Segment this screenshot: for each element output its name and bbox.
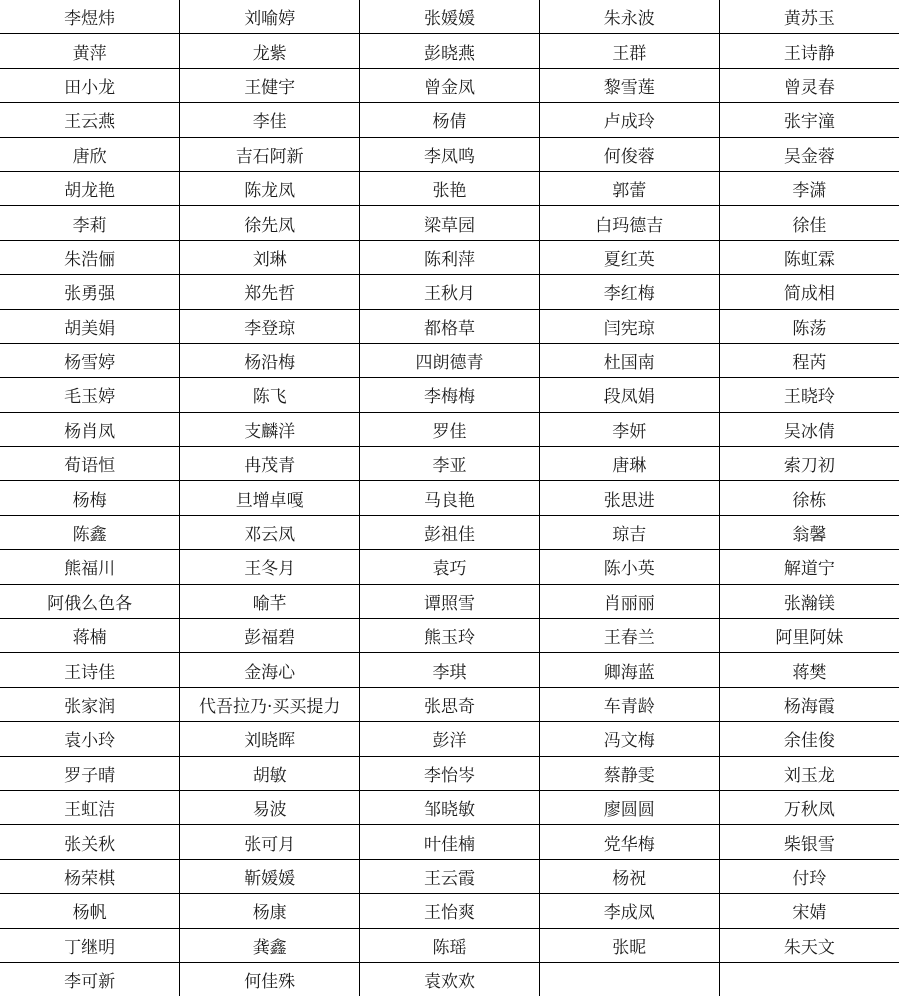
name-cell: 王秋月 [360, 275, 540, 309]
name-cell: 龚鑫 [180, 928, 360, 962]
name-cell: 刘琳 [180, 240, 360, 274]
name-cell: 黄萍 [0, 34, 180, 68]
name-cell: 靳媛媛 [180, 859, 360, 893]
name-cell: 李琪 [360, 653, 540, 687]
name-cell: 朱永波 [539, 0, 719, 34]
table-row [0, 275, 899, 309]
name-cell: 解道宁 [719, 550, 899, 584]
name-cell: 彭祖佳 [360, 515, 540, 549]
name-cell: 彭晓燕 [360, 34, 540, 68]
name-cell: 张宇潼 [719, 103, 899, 137]
name-cell: 李凤鸣 [360, 137, 540, 171]
name-cell: 琼吉 [539, 515, 719, 549]
name-cell: 王怡爽 [360, 894, 540, 928]
name-cell: 李潇 [719, 171, 899, 205]
table-row [0, 103, 899, 137]
table-row [0, 515, 899, 549]
name-cell: 王春兰 [539, 619, 719, 653]
name-cell: 彭福碧 [180, 619, 360, 653]
name-cell: 都格草 [360, 309, 540, 343]
name-cell: 杨梅 [0, 481, 180, 515]
name-cell: 曾灵春 [719, 68, 899, 102]
name-cell: 卿海蓝 [539, 653, 719, 687]
name-cell: 杜国南 [539, 343, 719, 377]
name-cell: 蒋樊 [719, 653, 899, 687]
name-cell: 袁巧 [360, 550, 540, 584]
name-cell: 冉茂青 [180, 447, 360, 481]
name-cell: 支麟洋 [180, 412, 360, 446]
name-cell: 郑先哲 [180, 275, 360, 309]
name-cell: 王云霞 [360, 859, 540, 893]
name-cell: 杨沿梅 [180, 343, 360, 377]
name-cell: 胡龙艳 [0, 171, 180, 205]
name-cell: 闫宪琼 [539, 309, 719, 343]
name-cell: 肖丽丽 [539, 584, 719, 618]
name-cell: 张可月 [180, 825, 360, 859]
table-row [0, 481, 899, 515]
name-cell: 杨帆 [0, 894, 180, 928]
name-cell: 徐先凤 [180, 206, 360, 240]
name-cell: 荀语恒 [0, 447, 180, 481]
name-cell: 何俊蓉 [539, 137, 719, 171]
name-cell: 杨荣棋 [0, 859, 180, 893]
name-cell: 邹晓敏 [360, 790, 540, 824]
name-cell: 唐欣 [0, 137, 180, 171]
table-row [0, 550, 899, 584]
name-cell: 陈瑶 [360, 928, 540, 962]
name-cell: 王云燕 [0, 103, 180, 137]
name-cell: 万秋凤 [719, 790, 899, 824]
name-cell: 冯文梅 [539, 722, 719, 756]
table-row [0, 790, 899, 824]
name-cell: 陈虹霖 [719, 240, 899, 274]
name-cell: 黄苏玉 [719, 0, 899, 34]
name-cell: 吴冰倩 [719, 412, 899, 446]
table-row [0, 137, 899, 171]
table-row [0, 171, 899, 205]
table-row [0, 240, 899, 274]
name-cell: 付玲 [719, 859, 899, 893]
name-cell: 徐栋 [719, 481, 899, 515]
name-cell: 易波 [180, 790, 360, 824]
name-cell: 吴金蓉 [719, 137, 899, 171]
name-cell: 吉石阿新 [180, 137, 360, 171]
name-cell: 卢成玲 [539, 103, 719, 137]
name-cell: 张媛媛 [360, 0, 540, 34]
table-row [0, 378, 899, 412]
name-cell: 李可新 [0, 962, 180, 996]
table-row [0, 687, 899, 721]
name-cell: 朱浩俪 [0, 240, 180, 274]
table-row [0, 722, 899, 756]
name-cell: 李登琼 [180, 309, 360, 343]
name-cell: 熊福川 [0, 550, 180, 584]
name-cell: 王健宇 [180, 68, 360, 102]
table-row [0, 962, 899, 996]
table-row [0, 653, 899, 687]
name-cell: 张思进 [539, 481, 719, 515]
name-cell: 旦增卓嘎 [180, 481, 360, 515]
name-cell: 余佳俊 [719, 722, 899, 756]
name-cell: 夏红英 [539, 240, 719, 274]
name-cell: 胡敏 [180, 756, 360, 790]
name-cell: 简成相 [719, 275, 899, 309]
name-cell: 杨肖凤 [0, 412, 180, 446]
name-cell: 黎雪莲 [539, 68, 719, 102]
table-row [0, 206, 899, 240]
name-cell: 段凤娟 [539, 378, 719, 412]
name-cell: 阿俄么色各 [0, 584, 180, 618]
name-cell: 郭蕾 [539, 171, 719, 205]
name-cell: 陈鑫 [0, 515, 180, 549]
name-cell: 四朗德青 [360, 343, 540, 377]
table-row [0, 859, 899, 893]
table-row [0, 825, 899, 859]
name-cell: 陈龙凤 [180, 171, 360, 205]
name-cell: 杨康 [180, 894, 360, 928]
name-cell: 罗子晴 [0, 756, 180, 790]
name-cell: 白玛德吉 [539, 206, 719, 240]
name-cell: 李梅梅 [360, 378, 540, 412]
name-cell: 袁欢欢 [360, 962, 540, 996]
name-cell: 陈小英 [539, 550, 719, 584]
name-cell: 索刀初 [719, 447, 899, 481]
name-cell: 宋婧 [719, 894, 899, 928]
name-cell: 刘晓晖 [180, 722, 360, 756]
name-cell: 王晓玲 [719, 378, 899, 412]
name-cell: 龙紫 [180, 34, 360, 68]
name-cell: 金海心 [180, 653, 360, 687]
name-cell: 曾金凤 [360, 68, 540, 102]
name-cell: 谭照雪 [360, 584, 540, 618]
name-cell: 陈飞 [180, 378, 360, 412]
name-cell: 杨祝 [539, 859, 719, 893]
name-cell: 王冬月 [180, 550, 360, 584]
name-cell: 胡美娟 [0, 309, 180, 343]
name-cell: 阿里阿妹 [719, 619, 899, 653]
name-cell: 李亚 [360, 447, 540, 481]
table-row [0, 309, 899, 343]
name-cell: 代吾拉乃·买买提力 [180, 687, 360, 721]
name-cell: 罗佳 [360, 412, 540, 446]
table-row [0, 447, 899, 481]
table-row [0, 68, 899, 102]
name-cell: 张勇强 [0, 275, 180, 309]
name-cell: 车青龄 [539, 687, 719, 721]
name-cell: 王虹洁 [0, 790, 180, 824]
name-cell: 朱天文 [719, 928, 899, 962]
table-row [0, 412, 899, 446]
name-cell: 何佳殊 [180, 962, 360, 996]
name-cell: 张昵 [539, 928, 719, 962]
name-cell: 彭洋 [360, 722, 540, 756]
name-cell: 蔡静雯 [539, 756, 719, 790]
name-cell: 刘喻婷 [180, 0, 360, 34]
name-cell: 王群 [539, 34, 719, 68]
table-row [0, 584, 899, 618]
name-cell: 梁草园 [360, 206, 540, 240]
name-cell: 刘玉龙 [719, 756, 899, 790]
name-cell: 党华梅 [539, 825, 719, 859]
name-cell: 陈荡 [719, 309, 899, 343]
name-cell: 张瀚镁 [719, 584, 899, 618]
name-cell: 马良艳 [360, 481, 540, 515]
table-row [0, 0, 899, 34]
name-cell: 杨海霞 [719, 687, 899, 721]
name-cell: 喻芊 [180, 584, 360, 618]
name-cell: 张思奇 [360, 687, 540, 721]
table-row [0, 894, 899, 928]
name-cell: 张家润 [0, 687, 180, 721]
name-cell: 李煜炜 [0, 0, 180, 34]
name-cell: 陈利萍 [360, 240, 540, 274]
name-cell: 李莉 [0, 206, 180, 240]
name-cell: 叶佳楠 [360, 825, 540, 859]
name-cell: 杨倩 [360, 103, 540, 137]
name-cell: 李妍 [539, 412, 719, 446]
name-cell: 王诗静 [719, 34, 899, 68]
name-cell: 唐琳 [539, 447, 719, 481]
table-row [0, 756, 899, 790]
table-row [0, 928, 899, 962]
name-cell: 李佳 [180, 103, 360, 137]
name-cell: 丁继明 [0, 928, 180, 962]
name-cell: 徐佳 [719, 206, 899, 240]
name-cell: 熊玉玲 [360, 619, 540, 653]
name-cell: 廖圆圆 [539, 790, 719, 824]
table-row [0, 34, 899, 68]
name-cell: 李成凤 [539, 894, 719, 928]
name-cell: 杨雪婷 [0, 343, 180, 377]
name-cell: 程芮 [719, 343, 899, 377]
name-cell: 翁馨 [719, 515, 899, 549]
name-cell: 蒋楠 [0, 619, 180, 653]
name-cell: 毛玉婷 [0, 378, 180, 412]
name-cell: 张关秋 [0, 825, 180, 859]
name-cell: 田小龙 [0, 68, 180, 102]
empty-cell [539, 962, 719, 996]
name-cell: 袁小玲 [0, 722, 180, 756]
name-cell: 柴银雪 [719, 825, 899, 859]
table-row [0, 343, 899, 377]
name-cell: 李红梅 [539, 275, 719, 309]
name-cell: 张艳 [360, 171, 540, 205]
name-cell: 李怡岑 [360, 756, 540, 790]
name-cell: 王诗佳 [0, 653, 180, 687]
table-row [0, 619, 899, 653]
name-cell: 邓云凤 [180, 515, 360, 549]
empty-cell [719, 962, 899, 996]
